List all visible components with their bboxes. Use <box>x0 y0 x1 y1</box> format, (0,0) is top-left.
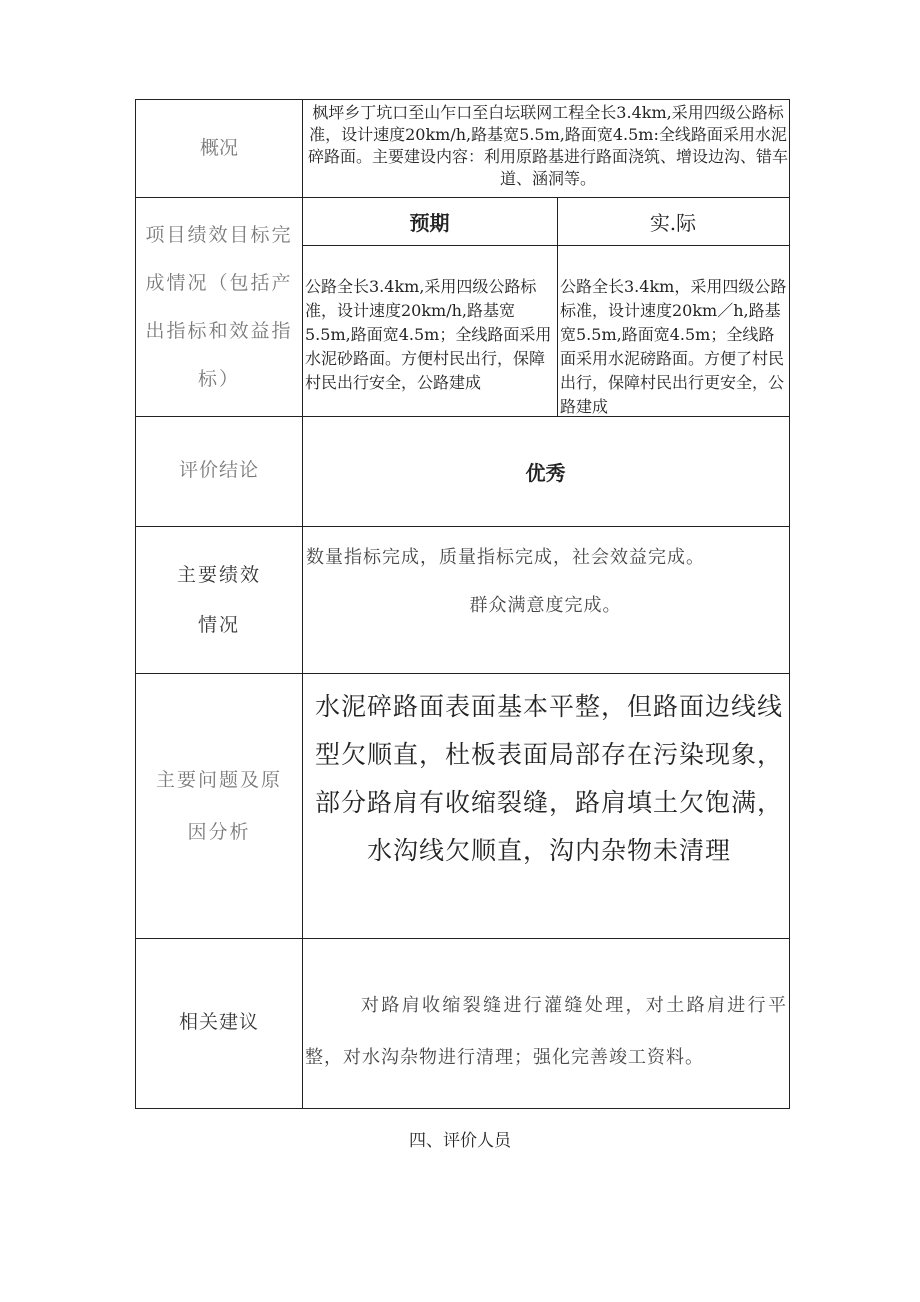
targets-label-wrap <box>144 197 294 416</box>
problems-label-wrap <box>151 673 287 938</box>
actual-text: 公路全长3.4km，采用四级公路标准，设计速度20km／h,路基宽5.5m,路面宽4.5m；全线路面采用水泥磅路面。方便了村民出行，保障村民出行更安全，公路建成 <box>560 277 787 416</box>
targets-label: 项目绩效目标完成情况（包括产出指标和效益指标） <box>145 223 293 390</box>
problems-text: 水泥碎路面表面基本平整，但路面边线线型欠顺直，杜板表面局部存在污染现象，部分路肩有收缩裂缝，路肩填土欠饱满，水沟线欠顺直，沟内杂物未清理 <box>314 692 783 865</box>
expected-text: 公路全长3.4km,采用四级公路标准，设计速度20km/h,路基宽5.5m,路面宽4.5m；全线路面采用水泥砂路面。方便村民出行，保障村民出行安全，公路建成 <box>305 277 552 392</box>
actual-header: 实.际 <box>649 210 697 235</box>
performance-label: 主要绩效情况 <box>176 563 261 636</box>
suggestions-label: 相关建议 <box>178 1011 259 1034</box>
expected-header: 预期 <box>409 210 450 235</box>
performance-label-wrap <box>176 526 262 673</box>
section-title: 四、评价人员 <box>409 1131 511 1151</box>
conclusion-value: 优秀 <box>525 460 566 485</box>
problems-label: 主要问题及原因分析 <box>155 768 282 843</box>
conclusion-label: 评价结论 <box>178 459 259 482</box>
suggestions-text: 对路肩收缩裂缝进行灌缝处理，对土路肩进行平整，对水沟杂物进行清理；强化完善竣工资料。 <box>305 995 787 1068</box>
overview-label: 概况 <box>199 136 238 159</box>
evaluation-table <box>135 99 790 1109</box>
performance-line-1: 数量指标完成，质量指标完成，社会效益完成。 <box>306 547 705 568</box>
overview-text: 枫坪乡丁坑口至山乍口至白坛联网工程全长3.4km,采用四级公路标准，设计速度20km/h,路基宽5.5m,路面宽4.5m:全线路面采用水泥碎路面。主要建设内容：利用原路基进行路面浇筑、增设边沟、错车道、涵洞等。 <box>308 103 789 188</box>
performance-line-2: 群众满意度完成。 <box>469 595 622 616</box>
row-divider <box>302 245 789 246</box>
